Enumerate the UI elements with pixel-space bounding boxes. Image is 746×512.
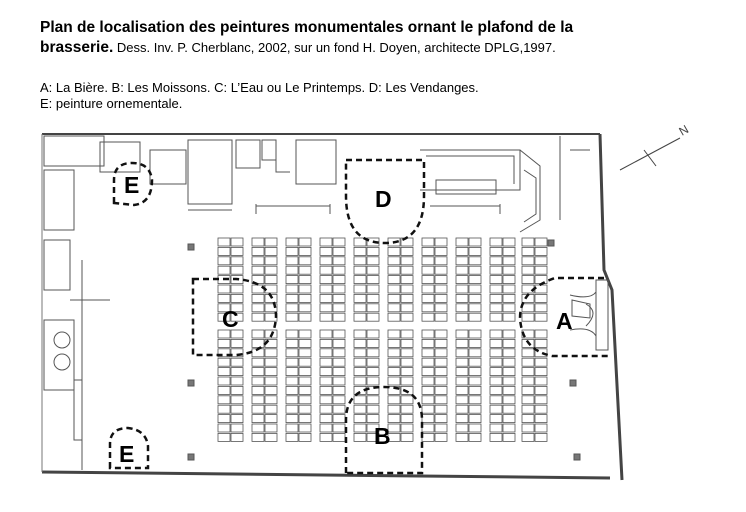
- north-arrow: [620, 122, 691, 170]
- zone-e-bottom-label: E: [119, 441, 135, 467]
- caption-title-end: brasserie.: [40, 39, 114, 56]
- zone-b-label: B: [374, 423, 391, 449]
- north-label: N: [676, 122, 692, 139]
- caption-credit: Dess. Inv. P. Cherblanc, 2002, sur un fond H. Doyen, architecte DPLG,1997.: [113, 40, 556, 55]
- zone-d-label: D: [375, 186, 392, 212]
- zone-a-label: A: [556, 308, 573, 334]
- zone-c-label: C: [222, 306, 239, 332]
- caption-title: Plan de localisation des peintures monumentales ornant le plafond de la: [40, 19, 574, 36]
- legend-line-1: A: La Bière. B: Les Moissons. C: L’Eau ou Le Printemps. D: Les Vendanges.: [40, 80, 479, 95]
- legend-line-2: E: peinture ornementale.: [40, 96, 183, 111]
- zone-e-top-label: E: [124, 172, 140, 198]
